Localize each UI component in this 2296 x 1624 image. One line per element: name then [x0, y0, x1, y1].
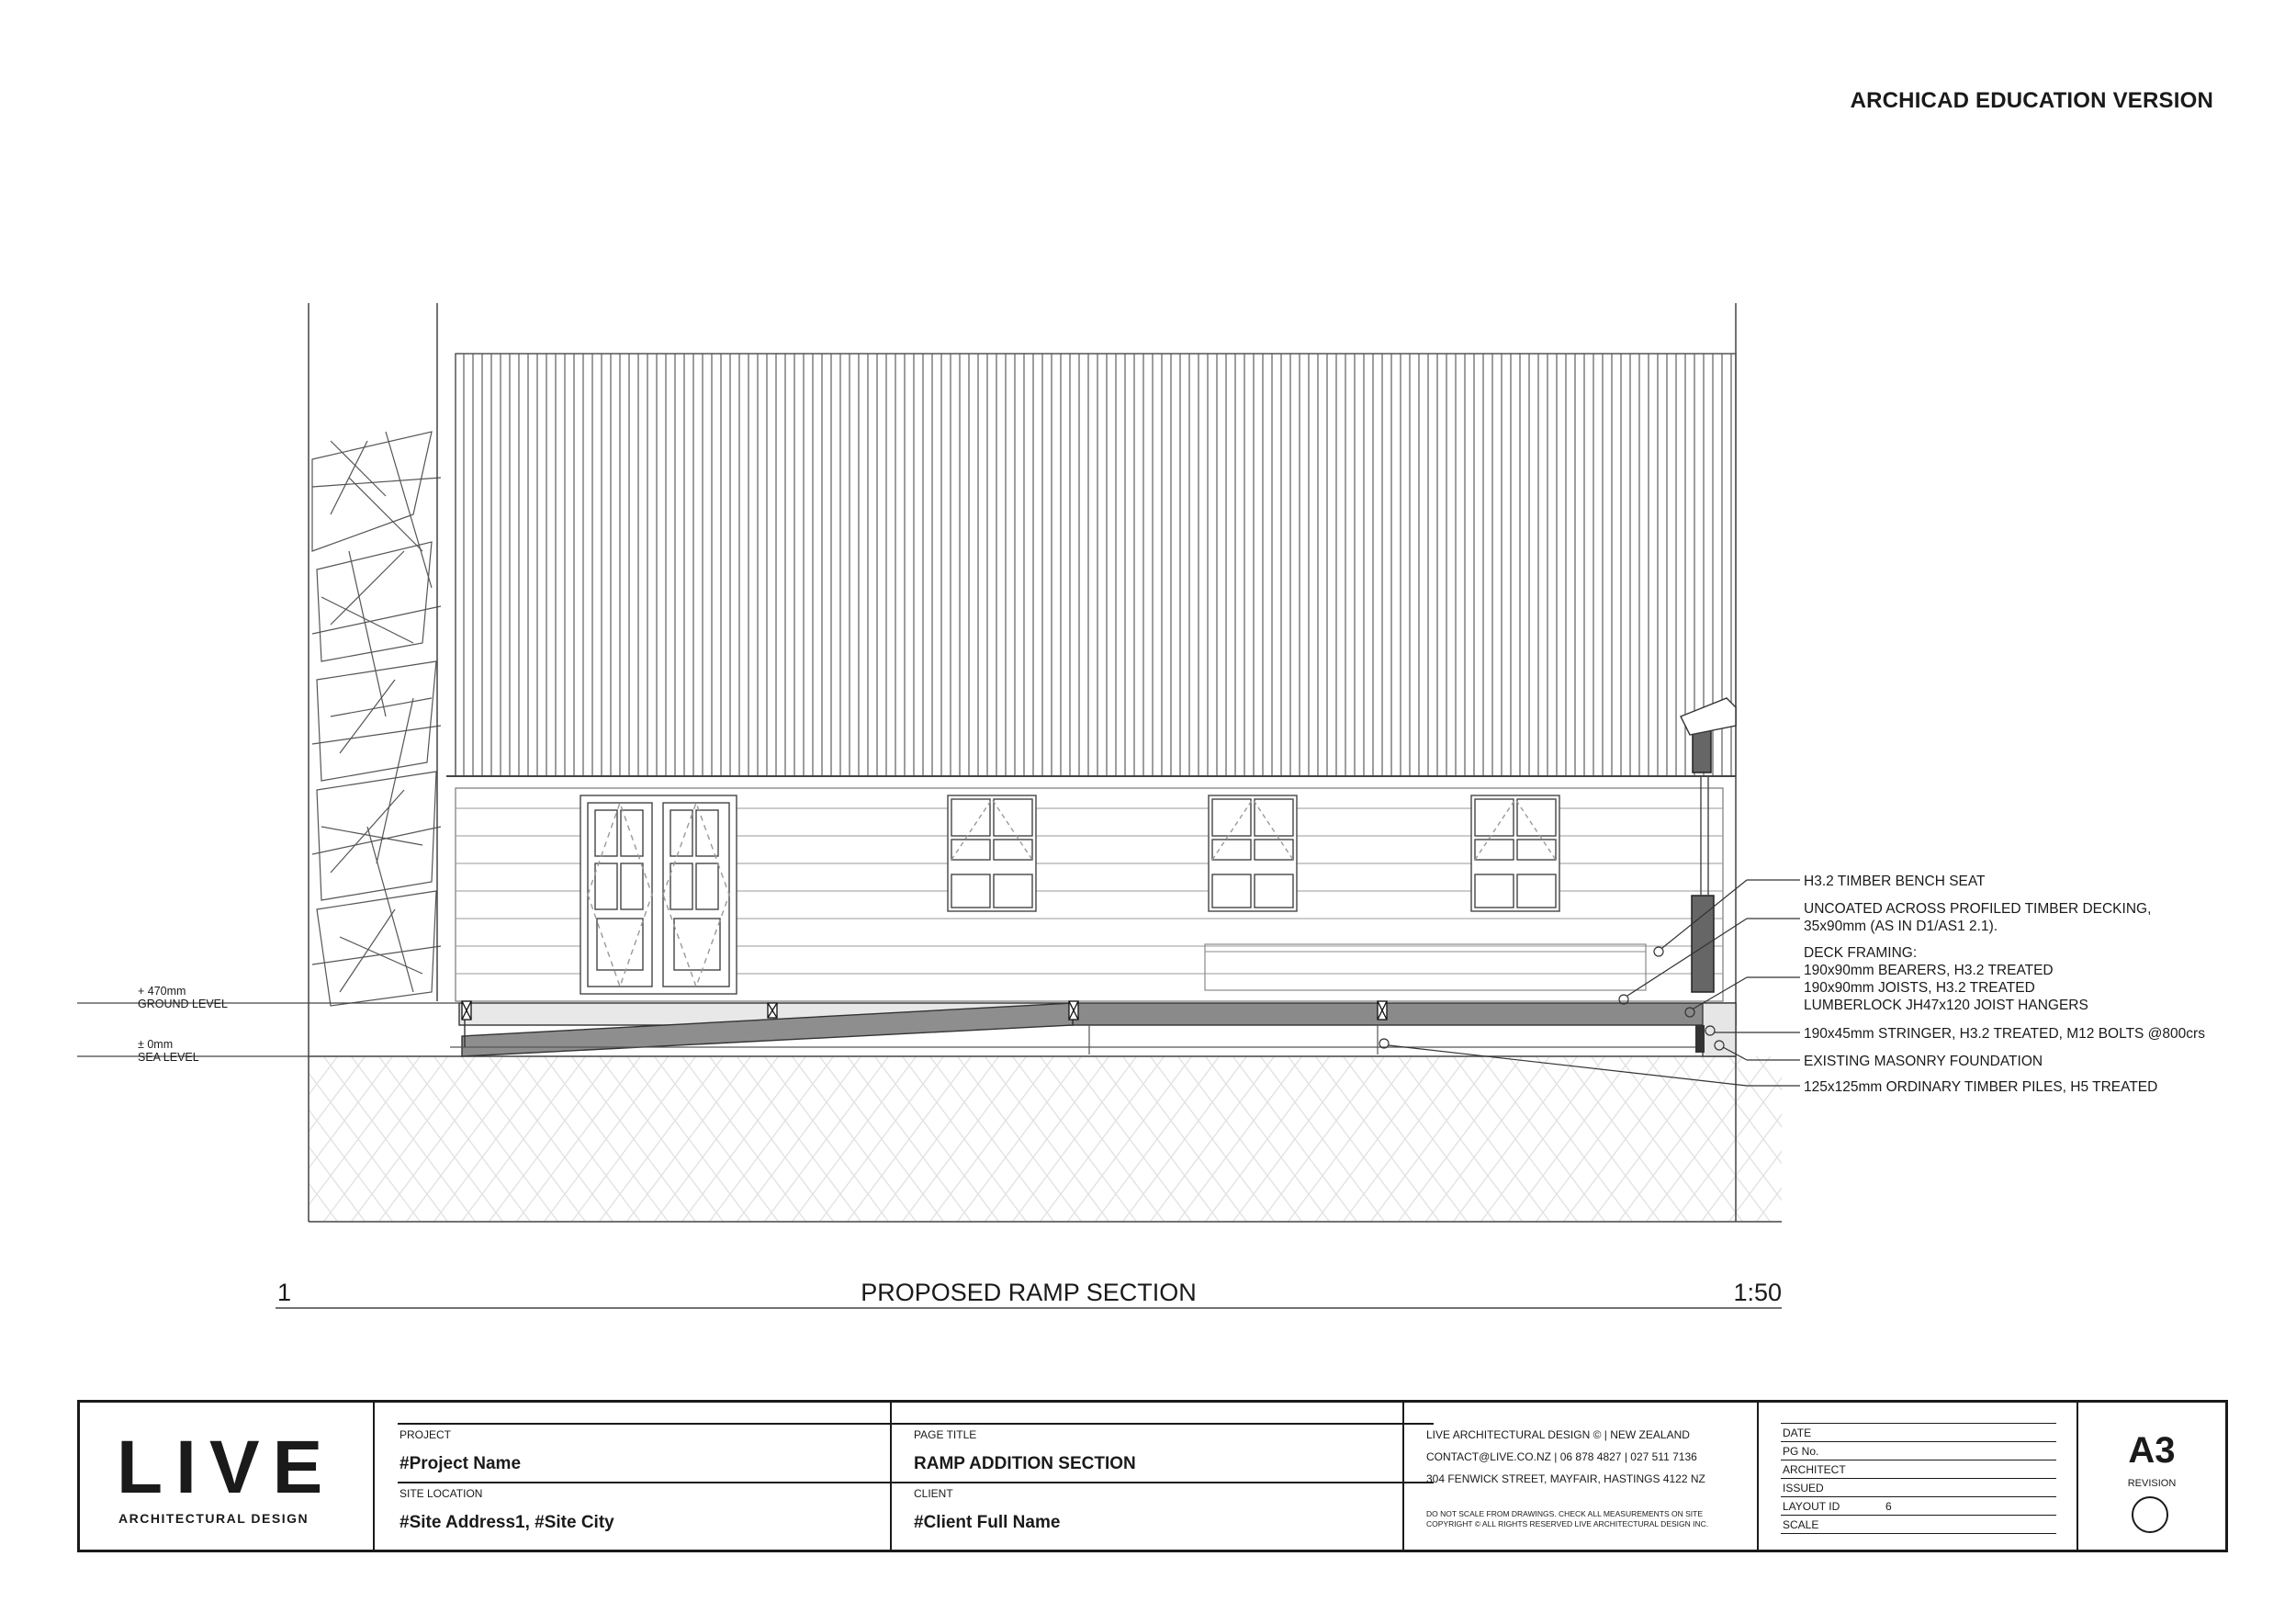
site-location-label: SITE LOCATION	[400, 1487, 483, 1500]
annotation-piles: 125x125mm ORDINARY TIMBER PILES, H5 TREATED	[1804, 1079, 2158, 1095]
title-block	[77, 1400, 2228, 1552]
drawing-title: PROPOSED RAMP SECTION	[861, 1279, 1197, 1306]
roof	[456, 354, 1736, 776]
site-location-value: #Site Address1, #Site City	[400, 1513, 614, 1532]
window-2	[1209, 795, 1297, 911]
logo-sub: ARCHITECTURAL DESIGN	[118, 1511, 310, 1526]
revision-label: REVISION	[2127, 1478, 2177, 1489]
client-label: CLIENT	[914, 1487, 953, 1500]
meta-architect-label: ARCHITECT	[1783, 1463, 1846, 1476]
company-line-2: CONTACT@LIVE.CO.NZ | 06 878 4827 | 027 511 7136	[1426, 1450, 1697, 1463]
fascia-block	[1693, 730, 1711, 773]
meta-scale-label: SCALE	[1783, 1518, 1819, 1531]
sheet-size: A3	[2128, 1430, 2176, 1471]
disclaimer-2: COPYRIGHT © ALL RIGHTS RESERVED LIVE ARCHITECTURAL DESIGN INC.	[1426, 1519, 1709, 1528]
window-3	[1471, 795, 1559, 911]
stringer	[1695, 1025, 1705, 1053]
deck-right	[1073, 1003, 1736, 1025]
annotation-foundation: EXISTING MASONRY FOUNDATION	[1804, 1054, 2043, 1069]
annotation-bearers: 190x90mm BEARERS, H3.2 TREATED	[1804, 963, 2054, 978]
watermark-text: ARCHICAD EDUCATION VERSION	[1850, 88, 2213, 113]
annotation-joist-hangers: LUMBERLOCK JH47x120 JOIST HANGERS	[1804, 998, 2088, 1013]
annotation-stringer: 190x45mm STRINGER, H3.2 TREATED, M12 BOLTS @800crs	[1804, 1026, 2205, 1042]
meta-pg-label: PG No.	[1783, 1445, 1819, 1458]
meta-layout-id-label: LAYOUT ID	[1783, 1500, 1840, 1513]
meta-layout-id-value: 6	[1885, 1500, 1892, 1513]
masonry-foundation	[1703, 1003, 1736, 1056]
disclaimer-1: DO NOT SCALE FROM DRAWINGS. CHECK ALL MEASUREMENTS ON SITE	[1426, 1509, 1704, 1518]
project-label: PROJECT	[400, 1428, 452, 1441]
revision-circle	[2132, 1496, 2168, 1533]
page-title-label: PAGE TITLE	[914, 1428, 977, 1441]
annotation-bench-seat: H3.2 TIMBER BENCH SEAT	[1804, 874, 1986, 889]
sea-level-value: ± 0mm	[138, 1038, 174, 1051]
project-value: #Project Name	[400, 1454, 522, 1473]
hedge	[312, 432, 441, 1006]
window-1	[948, 795, 1036, 911]
drawing-scale: 1:50	[1733, 1279, 1782, 1306]
ground-level-label: GROUND LEVEL	[138, 998, 228, 1010]
ground-level-value: + 470mm	[138, 985, 186, 998]
page-title-value: RAMP ADDITION SECTION	[914, 1454, 1136, 1473]
meta-date-label: DATE	[1783, 1427, 1812, 1439]
logo-main: LIVE	[117, 1426, 336, 1509]
french-doors	[580, 795, 737, 994]
meta-issued-label: ISSUED	[1783, 1482, 1824, 1494]
client-value: #Client Full Name	[914, 1513, 1061, 1532]
company-line-1: LIVE ARCHITECTURAL DESIGN © | NEW ZEALAND	[1426, 1428, 1690, 1441]
annotation-decking-1: UNCOATED ACROSS PROFILED TIMBER DECKING,	[1804, 901, 2152, 917]
company-line-3: 304 FENWICK STREET, MAYFAIR, HASTINGS 4122 NZ	[1426, 1472, 1705, 1485]
annotation-deck-framing: DECK FRAMING:	[1804, 945, 1918, 961]
sea-level-label: SEA LEVEL	[138, 1051, 199, 1064]
drawing-number: 1	[277, 1279, 292, 1306]
annotation-decking-2: 35x90mm (AS IN D1/AS1 2.1).	[1804, 919, 1998, 934]
bench-post	[1692, 896, 1714, 992]
ground-hatch	[309, 1056, 1782, 1222]
annotation-joists: 190x90mm JOISTS, H3.2 TREATED	[1804, 980, 2035, 996]
